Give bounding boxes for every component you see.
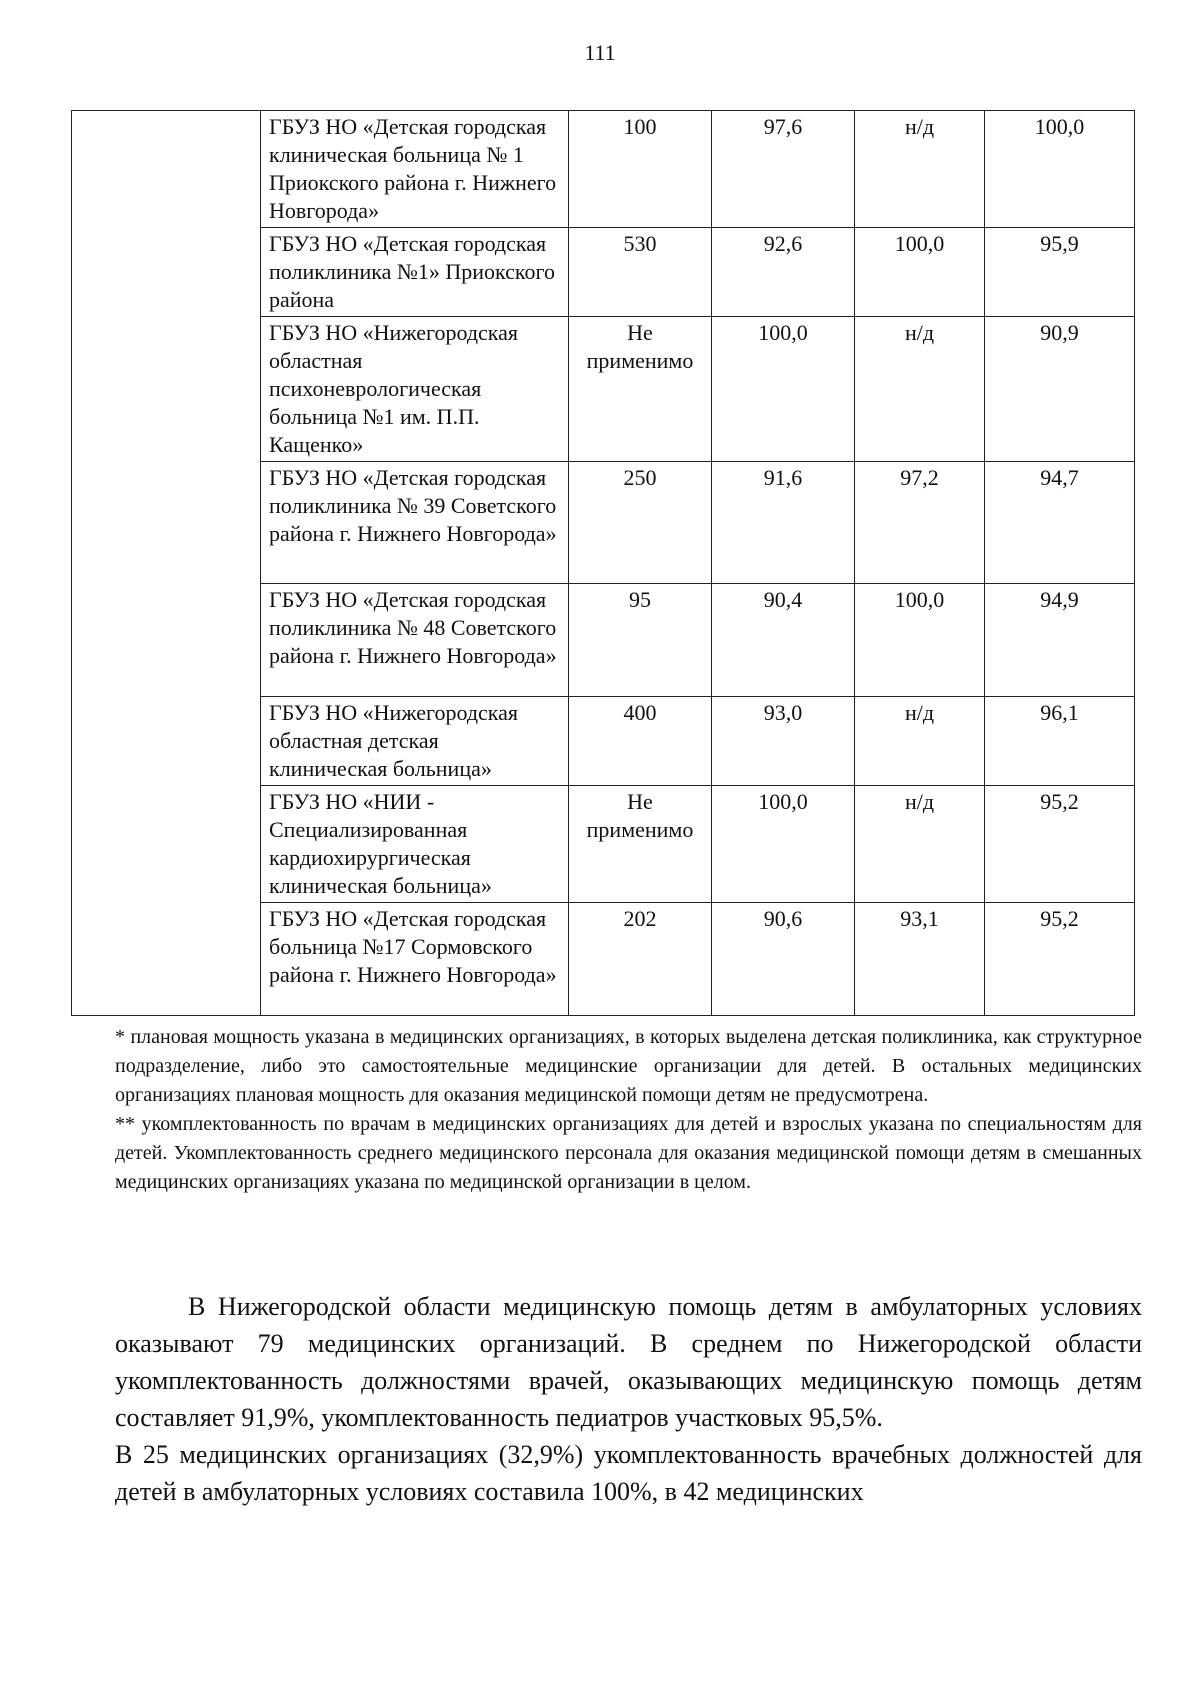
organization-name: ГБУЗ НО «Нижегородская областная детская клиническая больница» [261,697,569,786]
value-cell: 530 [569,228,712,317]
value-cell: 202 [569,903,712,1016]
region-cell [72,111,261,228]
table-row [72,584,1135,697]
value-cell: 100,0 [985,111,1135,228]
value-cell: н/д [855,317,985,462]
organization-name: ГБУЗ НО «Детская городская поликлиника № 39 Советского района г. Нижнего Новгорода» [261,462,569,584]
organization-name: ГБУЗ НО «НИИ - Специализированная кардиохирургическая клиническая больница» [261,786,569,903]
region-cell [72,786,261,903]
organizations-table [71,110,1135,1016]
value-cell: 94,7 [985,462,1135,584]
value-cell: 250 [569,462,712,584]
region-cell [72,697,261,786]
table-row [72,697,1135,786]
region-cell [72,228,261,317]
organization-name: ГБУЗ НО «Нижегородская областная психоневрологическая больница №1 им. П.П. Кащенко» [261,317,569,462]
value-cell: 90,6 [712,903,855,1016]
page-number: 111 [584,40,616,65]
value-cell: Не применимо [569,786,712,903]
value-cell: 100,0 [712,317,855,462]
value-cell: 95,2 [985,786,1135,903]
value-cell: 95,9 [985,228,1135,317]
table-row [72,462,1135,584]
value-cell: 96,1 [985,697,1135,786]
value-cell: н/д [855,111,985,228]
region-cell [72,317,261,462]
value-cell: 94,9 [985,584,1135,697]
table-row [72,903,1135,1016]
value-cell: 100,0 [855,584,985,697]
region-cell [72,584,261,697]
footnote-staffing: ** укомплектованность по врачам в медицинских организациях для детей и взрослых указана по специальностям для детей. Укомплектованность среднего медицинского персонала для оказания медицинской помощи детям в смешанных медицинских организациях указана по медицинской организации в целом. [115,1113,1142,1193]
value-cell: н/д [855,786,985,903]
value-cell: 91,6 [712,462,855,584]
footnotes [115,1023,1142,1197]
organization-name: ГБУЗ НО «Детская городская поликлиника № 48 Советского района г. Нижнего Новгорода» [261,584,569,697]
value-cell: 100,0 [712,786,855,903]
region-cell [72,462,261,584]
body-paragraph: В Нижегородской области медицинскую помощь детям в амбулаторных условиях оказывают 79 медицинских организаций. В среднем по Нижегородской области укомплектованность должностями врачей, оказывающих медицинскую помощь детям составляет 91,9%, укомплектованность педиатров участковых 95,5%. [115,1292,1142,1432]
value-cell: 93,1 [855,903,985,1016]
body-paragraph: В 25 медицинских организациях (32,9%) укомплектованность врачебных должностей для детей в амбулаторных условиях составила 100%, в 42 медицинских [115,1440,1142,1506]
organization-name: ГБУЗ НО «Детская городская поликлиника №1» Приокского района [261,228,569,317]
value-cell: 95 [569,584,712,697]
value-cell: Не применимо [569,317,712,462]
table-row [72,317,1135,462]
organization-name: ГБУЗ НО «Детская городская больница №17 Сормовского района г. Нижнего Новгорода» [261,903,569,1016]
region-cell [72,903,261,1016]
value-cell: 400 [569,697,712,786]
value-cell: 97,6 [712,111,855,228]
footnote-capacity: * плановая мощность указана в медицинских организациях, в которых выделена детская поликлиника, как структурное подразделение, либо это самостоятельные медицинские организации для детей. В остальных медицинских организациях плановая мощность для оказания медицинской помощи детям не предусмотрена. [115,1026,1142,1106]
table-row [72,111,1135,228]
value-cell: 100 [569,111,712,228]
body-text [115,1288,1142,1510]
value-cell: 90,4 [712,584,855,697]
value-cell: 95,2 [985,903,1135,1016]
value-cell: 92,6 [712,228,855,317]
value-cell: 93,0 [712,697,855,786]
organization-name: ГБУЗ НО «Детская городская клиническая больница № 1 Приокского района г. Нижнего Новгорода» [261,111,569,228]
value-cell: 90,9 [985,317,1135,462]
value-cell: 97,2 [855,462,985,584]
value-cell: 100,0 [855,228,985,317]
table-row [72,786,1135,903]
table-row [72,228,1135,317]
value-cell: н/д [855,697,985,786]
